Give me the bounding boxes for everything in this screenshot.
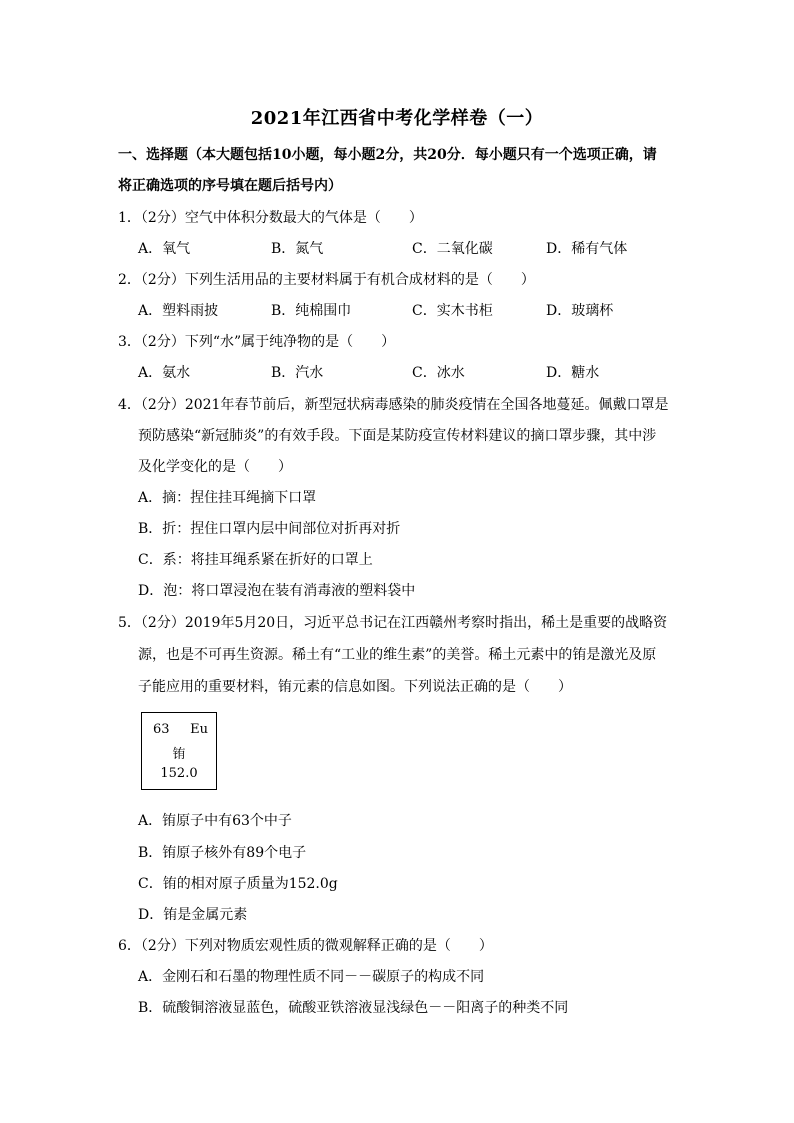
option-b: B．氮气 <box>271 241 324 257</box>
question-2-stem: 2．（2分）下列生活用品的主要材料属于有机合成材料的是（ ） <box>118 272 535 288</box>
option-c: C．铕的相对原子质量为152.0g <box>138 876 338 892</box>
option-d: D．糖水 <box>546 365 600 381</box>
option-b: B．铕原子核外有89个电子 <box>138 845 307 861</box>
page-title: 2021年江西省中考化学样卷（一） <box>250 108 544 129</box>
option-c: C．二氧化碳 <box>412 241 493 257</box>
option-b: B．折：捏住口罩内层中间部位对折再对折 <box>138 521 401 537</box>
question-1-stem: 1．（2分）空气中体积分数最大的气体是（ ） <box>118 210 423 226</box>
option-b: B．硫酸铜溶液显蓝色，硫酸亚铁溶液显浅绿色－－阳离子的种类不同 <box>138 1000 569 1016</box>
atomic-mass: 152.0 <box>160 766 198 781</box>
question-4-stem-line: 预防感染“新冠肺炎”的有效手段。下面是某防疫宣传材料建议的摘口罩步骤，其中涉 <box>138 428 657 444</box>
section-heading-line: 一、选择题（本大题包括10小题，每小题2分，共20分．每小题只有一个选项正确，请 <box>118 147 657 163</box>
option-a: A．氨水 <box>138 365 191 381</box>
question-5-stem-line: 子能应用的重要材料，铕元素的信息如图。下列说法正确的是（ ） <box>138 679 572 695</box>
option-a: A．塑料雨披 <box>138 303 219 319</box>
question-5-stem-line: 源，也是不可再生资源。稀土有“工业的维生素”的美誉。稀土元素中的铕是激光及原 <box>138 647 657 663</box>
option-a: A．氧气 <box>138 241 191 257</box>
option-d: D．泡：将口罩浸泡在装有消毒液的塑料袋中 <box>138 583 416 599</box>
option-c: C．实木书柜 <box>412 303 493 319</box>
option-d: D．稀有气体 <box>546 241 628 257</box>
option-c: C．系：将挂耳绳系紧在折好的口罩上 <box>138 552 373 568</box>
question-4-stem-line: 及化学变化的是（ ） <box>138 459 292 475</box>
section-heading <box>118 140 678 202</box>
option-a: A．摘：捏住挂耳绳摘下口罩 <box>138 490 317 506</box>
element-card-europium <box>141 712 217 790</box>
question-3-stem: 3．（2分）下列“水”属于纯净物的是（ ） <box>118 334 396 350</box>
question-6-stem: 6．（2分）下列对物质宏观性质的微观解释正确的是（ ） <box>118 938 493 954</box>
element-symbol: Eu <box>190 722 208 737</box>
element-name: 铕 <box>172 747 186 762</box>
section-heading-line: 将正确选项的序号填在题后括号内） <box>118 178 342 194</box>
option-c: C．冰水 <box>412 365 465 381</box>
question-4-stem-line: 4．（2分）2021年春节前后，新型冠状病毒感染的肺炎疫情在全国各地蔓延。佩戴口罩是 <box>118 397 669 413</box>
option-d: D．玻璃杯 <box>546 303 614 319</box>
option-b: B．纯棉围巾 <box>271 303 352 319</box>
question-5-stem-line: 5．（2分）2019年5月20日，习近平总书记在江西赣州考察时指出，稀土是重要的战略资 <box>118 615 668 631</box>
atomic-number: 63 <box>153 722 170 737</box>
option-b: B．汽水 <box>271 365 324 381</box>
option-d: D．铕是金属元素 <box>138 907 248 923</box>
option-a: A．铕原子中有63个中子 <box>138 813 292 829</box>
option-a: A．金刚石和石墨的物理性质不同－－碳原子的构成不同 <box>138 969 485 985</box>
